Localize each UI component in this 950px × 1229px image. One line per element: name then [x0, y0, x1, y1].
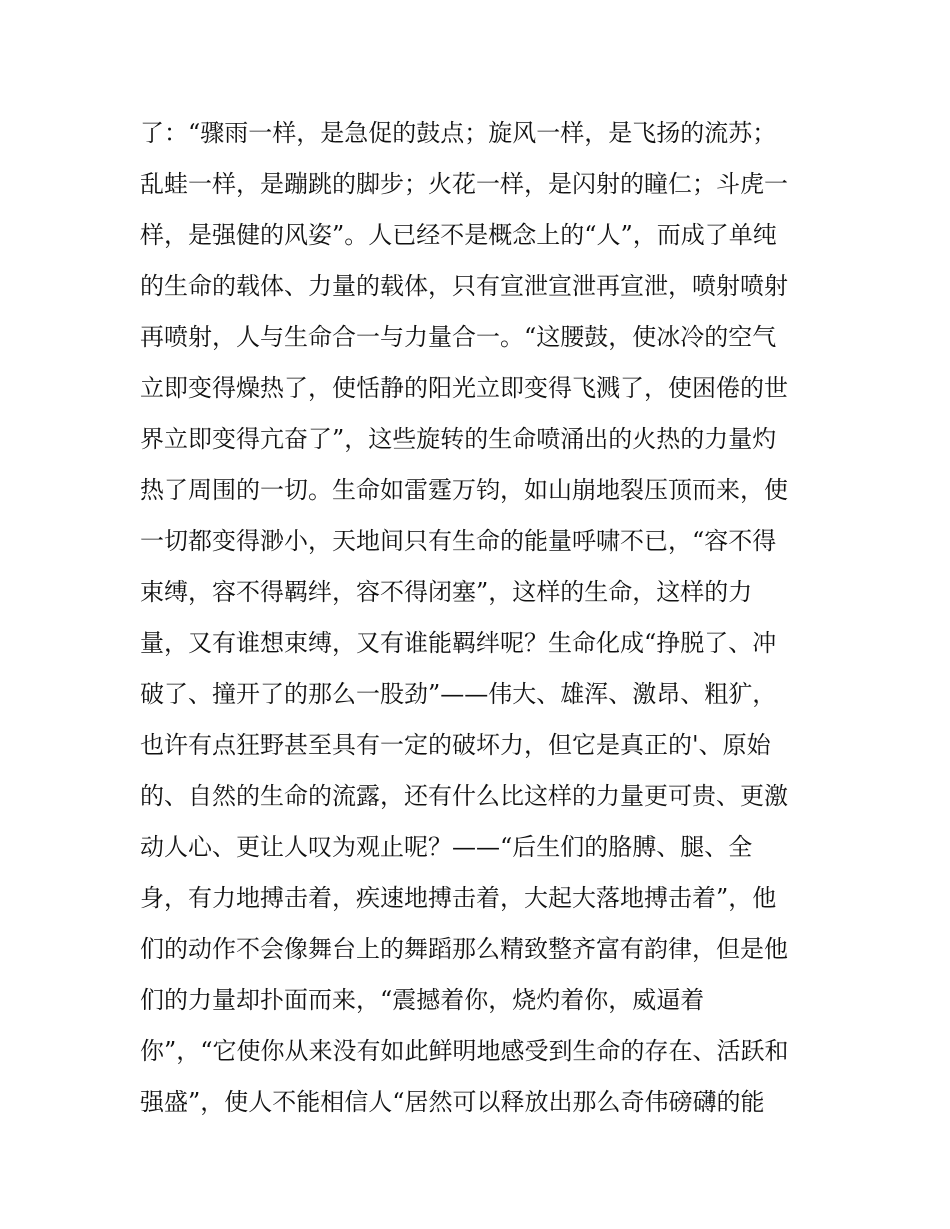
text-line: 强盛”，使人不能相信人“居然可以释放出那么奇伟磅礴的能: [140, 1088, 765, 1116]
text-line: 的生命的载体、力量的载体，只有宣泄宣泄再宣泄，喷射喷射: [140, 272, 788, 300]
text-line: 一切都变得渺小，天地间只有生命的能量呼啸不已，“容不得: [140, 527, 777, 555]
text-line: 破了、撞开了的那么一股劲”——伟大、雄浑、激昂、粗犷，: [140, 680, 777, 708]
text-line: 乱蛙一样，是蹦跳的脚步；火花一样，是闪射的瞳仁；斗虎一: [140, 170, 788, 198]
text-line: 样，是强健的风姿”。人已经不是概念上的“人”，而成了单纯: [140, 221, 777, 249]
text-line: 们的力量却扑面而来，“震撼着你，烧灼着你，威逼着: [140, 986, 705, 1014]
text-line: 束缚，容不得羁绊，容不得闭塞”，这样的生命，这样的力: [140, 578, 753, 606]
text-line: 动人心、更让人叹为观止呢？——“后生们的胳膊、腿、全: [140, 833, 753, 861]
text-line: 身，有力地搏击着，疾速地搏击着，大起大落地搏击着”，他: [140, 884, 777, 912]
text-line: 也许有点狂野甚至具有一定的破坏力，但它是真正的'、原始: [140, 731, 771, 759]
text-line: 们的动作不会像舞台上的舞蹈那么精致整齐富有韵律，但是他: [140, 935, 788, 963]
text-line: 热了周围的一切。生命如雷霆万钧，如山崩地裂压顶而来，使: [140, 476, 788, 504]
text-line: 再喷射，人与生命合一与力量合一。“这腰鼓，使冰冷的空气: [140, 323, 777, 351]
text-line: 立即变得燥热了，使恬静的阳光立即变得飞溅了，使困倦的世: [140, 374, 788, 402]
text-line: 的、自然的生命的流露，还有什么比这样的力量更可贵、更激: [140, 782, 788, 810]
text-line: 量，又有谁想束缚，又有谁能羁绊呢？生命化成“挣脱了、冲: [140, 629, 777, 657]
text-line: 界立即变得亢奋了”，这些旋转的生命喷涌出的火热的力量灼: [140, 425, 777, 453]
text-line: 你”，“它使你从来没有如此鲜明地感受到生命的存在、活跃和: [140, 1037, 789, 1065]
body-text: [140, 108, 820, 1128]
text-line: 了：“骤雨一样，是急促的鼓点；旋风一样，是飞扬的流苏；: [140, 119, 777, 147]
